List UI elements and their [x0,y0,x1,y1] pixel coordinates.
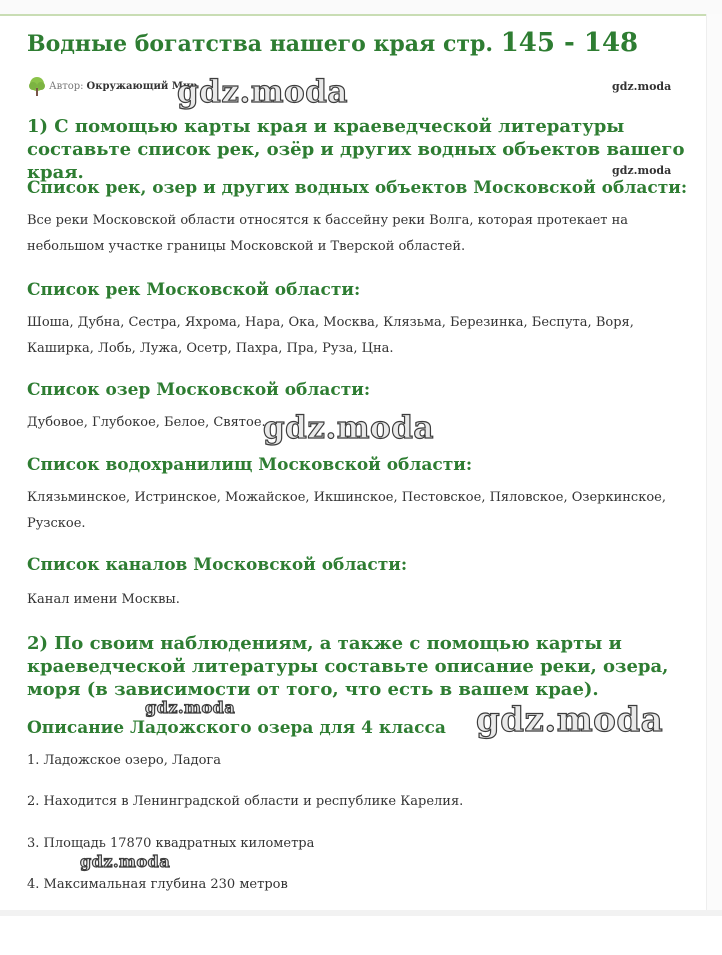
heading-canals: Список каналов Московской области: [27,555,408,575]
top-strip [0,0,722,16]
text-rivers: Шоша, Дубна, Сестра, Яхрома, Нара, Ока, Москва, Клязьма, Березинка, Беспута, Воря, Каширка, Лобь, Лужа, Осетр, Пахра, Пра, Руза, Цна. [27,315,634,356]
title-pages: 145 - 148 [500,28,639,58]
watermark-small: gdz.moda [612,164,672,177]
footer-divider [0,910,722,916]
heading-rivers: Список рек Московской области: [27,280,361,300]
author-link[interactable]: Окружающий Мир [86,80,198,92]
heading-ladoga: Описание Ладожского озера для 4 класса [27,718,446,738]
title-text: Водные богатства нашего края стр. [27,31,494,57]
list-item: 2. Находится в Ленинградской области и республике Карелия. [27,794,464,809]
watermark: gdz.moda [476,700,664,740]
list-item: 3. Площадь 17870 квадратных километра [27,836,315,851]
watermark-small: gdz.moda [612,80,672,93]
heading-lakes: Список озер Московской области: [27,380,371,400]
question-1: 1) С помощью карты края и краеведческой литературы составьте список рек, озёр и других водных объектов вашего края. [27,116,685,183]
tree-icon [27,76,47,96]
author-line [27,76,197,96]
watermark: gdz.moda [80,852,171,871]
watermark: gdz.moda [263,410,434,446]
text-water-objects: Все реки Московской области относятся к бассейну реки Волга, которая протекает на небольшом участке границы Московской и Тверской областей. [27,213,629,254]
page-title [27,28,638,58]
text-reservoirs: Клязьминское, Истринское, Можайское, Икшинское, Пестовское, Пяловское, Озеркинское, Рузское. [27,490,666,531]
text-lakes: Дубовое, Глубокое, Белое, Святое. [27,415,266,430]
list-item: 1. Ладожское озеро, Ладога [27,753,221,768]
heading-reservoirs: Список водохранилищ Московской области: [27,455,473,475]
heading-water-objects: Список рек, озер и других водных объектов Московской области: [27,178,688,198]
watermark: gdz.moda [177,74,348,110]
sidebar-edge [706,14,722,914]
author-label: Автор: [49,80,84,92]
list-item: 4. Максимальная глубина 230 метров [27,877,288,892]
watermark: gdz.moda [145,698,236,717]
question-2: 2) По своим наблюдениям, а также с помощью карты и краеведческой литературы составьте описание реки, озера, моря (в зависимости от того, что есть в вашем крае). [27,633,669,700]
text-canals: Канал имени Москвы. [27,592,180,607]
